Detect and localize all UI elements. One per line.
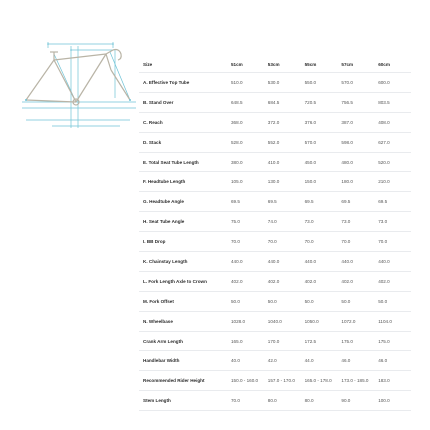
bike-geometry-diagram — [18, 40, 140, 135]
row-value: 550.0 — [301, 73, 338, 93]
row-label: B. Stand Over — [139, 92, 227, 112]
row-value: 372.0 — [264, 112, 301, 132]
row-value: 402.0 — [374, 271, 411, 291]
row-value: 70.0 — [301, 232, 338, 252]
row-value: 402.0 — [301, 271, 338, 291]
row-value: 410.0 — [264, 152, 301, 172]
row-label: F. Headtube Length — [139, 172, 227, 192]
row-value: 69.5 — [227, 192, 264, 212]
row-value: 70.0 — [227, 232, 264, 252]
row-value: 46.0 — [337, 351, 374, 371]
header-size: 51cm — [227, 56, 264, 73]
row-value: 648.5 — [227, 92, 264, 112]
row-label: Handlebar Width — [139, 351, 227, 371]
row-value: 70.0 — [337, 232, 374, 252]
row-value: 440.0 — [374, 252, 411, 272]
row-label: N. Wheelbase — [139, 311, 227, 331]
row-label: H. Seat Tube Angle — [139, 212, 227, 232]
bike-frame-drawing — [18, 40, 140, 135]
row-value: 173.0 - 185.0 — [337, 371, 374, 391]
row-value: 402.0 — [264, 271, 301, 291]
row-value: 74.0 — [264, 212, 301, 232]
row-value: 165.0 - 178.0 — [301, 371, 338, 391]
row-value: 440.0 — [301, 252, 338, 272]
row-value: 440.0 — [337, 252, 374, 272]
row-value: 80.0 — [264, 391, 301, 411]
row-label: K. Chainstay Length — [139, 252, 227, 272]
row-value: 175.0 — [337, 331, 374, 351]
table-row — [139, 152, 411, 172]
row-value: 100.0 — [374, 391, 411, 411]
row-value: 50.0 — [264, 291, 301, 311]
row-value: 50.0 — [227, 291, 264, 311]
table-row — [139, 232, 411, 252]
header-size: 57cm — [337, 56, 374, 73]
row-value: 150.0 — [301, 172, 338, 192]
row-value: 69.5 — [337, 192, 374, 212]
row-value: 552.0 — [264, 132, 301, 152]
row-value: 756.5 — [337, 92, 374, 112]
row-value: 530.0 — [264, 73, 301, 93]
table-row — [139, 252, 411, 272]
row-value: 380.0 — [227, 152, 264, 172]
row-value: 165.0 — [227, 331, 264, 351]
row-value: 105.0 — [227, 172, 264, 192]
row-value: 1072.0 — [337, 311, 374, 331]
row-value: 387.0 — [337, 112, 374, 132]
row-value: 600.0 — [374, 73, 411, 93]
row-value: 50.0 — [337, 291, 374, 311]
row-value: 408.0 — [374, 112, 411, 132]
row-value: 70.0 — [227, 391, 264, 411]
row-value: 627.0 — [374, 132, 411, 152]
row-value: 172.5 — [301, 331, 338, 351]
row-value: 73.0 — [337, 212, 374, 232]
row-label: G. Headtube Angle — [139, 192, 227, 212]
header-size-label: Size — [139, 56, 227, 73]
header-size: 60cm — [374, 56, 411, 73]
row-value: 180.0 — [337, 172, 374, 192]
row-value: 50.0 — [374, 291, 411, 311]
table-row — [139, 331, 411, 351]
row-value: 80.0 — [301, 391, 338, 411]
row-value: 73.0 — [374, 212, 411, 232]
row-value: 73.0 — [301, 212, 338, 232]
row-value: 450.0 — [301, 152, 338, 172]
row-value: 528.0 — [227, 132, 264, 152]
row-value: 570.0 — [337, 73, 374, 93]
row-label: Stem Length — [139, 391, 227, 411]
row-value: 803.5 — [374, 92, 411, 112]
row-value: 70.0 — [374, 232, 411, 252]
table-row — [139, 132, 411, 152]
row-value: 598.0 — [337, 132, 374, 152]
geometry-table-container — [139, 56, 411, 411]
row-value: 170.0 — [264, 331, 301, 351]
row-label: D. Stack — [139, 132, 227, 152]
row-value: 175.0 — [374, 331, 411, 351]
table-row — [139, 271, 411, 291]
header-size: 55cm — [301, 56, 338, 73]
row-value: 69.5 — [374, 192, 411, 212]
row-value: 210.0 — [374, 172, 411, 192]
row-value: 570.0 — [301, 132, 338, 152]
table-row — [139, 192, 411, 212]
row-value: 69.5 — [264, 192, 301, 212]
row-label: M. Fork Offset — [139, 291, 227, 311]
row-value: 44.0 — [301, 351, 338, 371]
row-value: 50.0 — [301, 291, 338, 311]
row-value: 69.5 — [301, 192, 338, 212]
table-row — [139, 172, 411, 192]
geometry-table — [139, 56, 411, 411]
row-value: 402.0 — [337, 271, 374, 291]
header-size: 53cm — [264, 56, 301, 73]
row-value: 90.0 — [337, 391, 374, 411]
row-value: 440.0 — [264, 252, 301, 272]
row-value: 40.0 — [227, 351, 264, 371]
row-value: 684.5 — [264, 92, 301, 112]
table-row — [139, 73, 411, 93]
row-value: 1104.0 — [374, 311, 411, 331]
row-label: A. Effective Top Tube — [139, 73, 227, 93]
row-value: 70.0 — [264, 232, 301, 252]
table-row — [139, 351, 411, 371]
row-value: 368.0 — [227, 112, 264, 132]
row-value: 157.0 - 170.0 — [264, 371, 301, 391]
row-value: 1028.0 — [227, 311, 264, 331]
table-row — [139, 112, 411, 132]
row-value: 130.0 — [264, 172, 301, 192]
table-header-row — [139, 56, 411, 73]
row-value: 480.0 — [337, 152, 374, 172]
row-value: 46.0 — [374, 351, 411, 371]
row-label: E. Total Seat Tube Length — [139, 152, 227, 172]
row-value: 720.5 — [301, 92, 338, 112]
row-label: L. Fork Length Axle to Crown — [139, 271, 227, 291]
row-value: 150.0 - 160.0 — [227, 371, 264, 391]
row-value: 75.0 — [227, 212, 264, 232]
table-row — [139, 311, 411, 331]
row-value: 510.0 — [227, 73, 264, 93]
row-value: 520.0 — [374, 152, 411, 172]
row-value: 1050.0 — [301, 311, 338, 331]
table-row — [139, 391, 411, 411]
row-value: 402.0 — [227, 271, 264, 291]
table-row — [139, 92, 411, 112]
table-row — [139, 291, 411, 311]
table-row — [139, 212, 411, 232]
row-value: 440.0 — [227, 252, 264, 272]
row-label: Recommended Rider Height — [139, 371, 227, 391]
row-value: 183.0 — [374, 371, 411, 391]
row-label: Crank Arm Length — [139, 331, 227, 351]
table-row — [139, 371, 411, 391]
row-label: I. BB Drop — [139, 232, 227, 252]
row-value: 376.0 — [301, 112, 338, 132]
row-label: C. Reach — [139, 112, 227, 132]
row-value: 1040.0 — [264, 311, 301, 331]
row-value: 42.0 — [264, 351, 301, 371]
